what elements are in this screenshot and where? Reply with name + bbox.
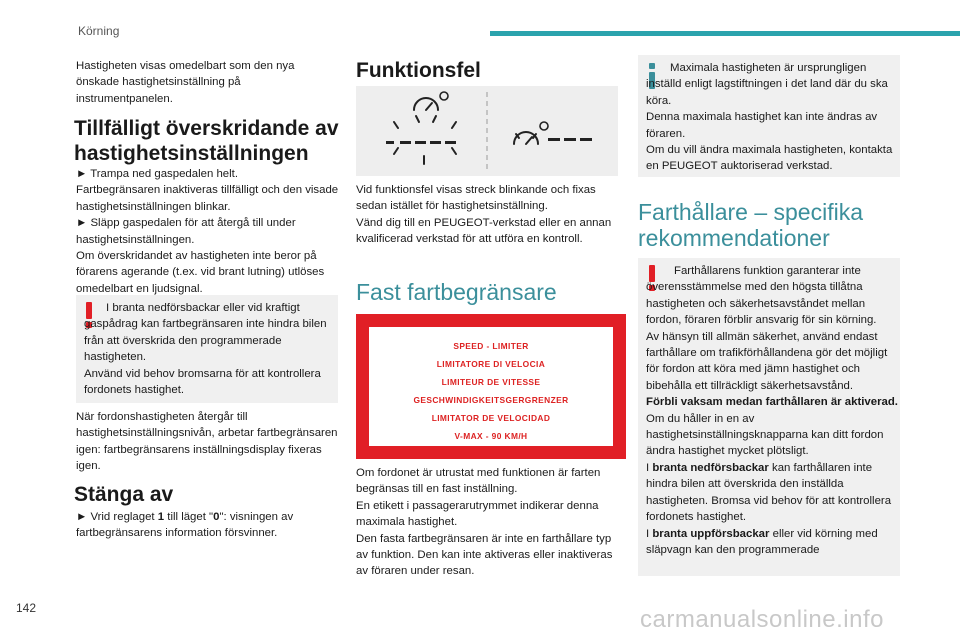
stop-heading: Stänga av <box>74 483 174 506</box>
fault-heading: Funktionsfel <box>356 59 481 82</box>
watermark: carmanualsonline.info <box>640 606 884 633</box>
return-paragraph: När fordonshastigheten återgår till hastighetsinställningsnivån, arbetar fartbegränsaren igen: fartbegränsarens inställningsdisplay fixeras igen. <box>76 411 338 473</box>
stop-bold: 1 <box>157 511 165 523</box>
override-line: ► Släpp gaspedalen för att återgå till under hastighetsinställningen. <box>76 217 296 246</box>
label-line: V-MAX - 90 KM/H <box>454 431 528 441</box>
label-line: LIMITATORE DI VELOCIA <box>436 359 546 369</box>
stop-text: ": visningen av fartbegränsarens information försvinner. <box>76 511 294 540</box>
warning-note <box>76 295 338 403</box>
cruise-warning-text <box>646 263 898 558</box>
stop-paragraph <box>76 509 338 542</box>
fault-display-figure <box>356 86 618 176</box>
label-line: LIMITATOR DE VELOCIDAD <box>431 413 551 423</box>
override-line: ► Trampa ned gaspedalen helt. <box>76 168 238 180</box>
fault-paragraph: Vid funktionsfel visas streck blinkande och fixas sedan istället för hastighetsinställning. Vänd dig till en PEUGEOT-verkstad eller en annan kvalificerad verkstad för att utföra en kontroll. <box>356 184 612 246</box>
fixed-limiter-heading: Fast fartbegränsare <box>356 279 557 305</box>
cruise-paragraph: Farthållarens funktion garanterar inte överensstämmelse med den högsta tillåtna hastigheten och säkerhetsavståndet mellan fordon, föraren förblir ansvarig för sin körning. <box>646 265 877 327</box>
intro-paragraph: Hastigheten visas omedelbart som den nya önskade hastighetsinställning på instrumentpanelen. <box>76 60 295 105</box>
stop-text: till läget " <box>164 511 214 523</box>
cruise-heading: Farthållare – specifika rekommendationer <box>638 199 863 251</box>
label-line: SPEED - LIMITER <box>453 341 529 351</box>
info-line: Maximala hastigheten är ursprungligen inställd enligt lagstiftningen i det land där du ska köra. <box>646 62 888 107</box>
label-line: GESCHWINDIGKEITSGERGRENZER <box>413 395 569 405</box>
cruise-paragraph <box>646 394 898 460</box>
stop-text: ► Vrid reglaget <box>76 511 158 523</box>
cruise-text: Om du håller in en av hastighetsinställningsknapparna kan ditt fordon ändra hastighet mycket plötsligt. <box>646 412 884 458</box>
stop-bold: 0 <box>213 511 220 523</box>
speed-limiter-label <box>356 314 626 459</box>
cruise-paragraph <box>646 526 898 559</box>
label-panel <box>369 327 613 446</box>
cruise-text: I <box>646 461 653 474</box>
info-text <box>646 60 896 175</box>
info-note <box>638 55 900 177</box>
cruise-paragraph: Av hänsyn till allmän säkerhet, använd endast farthållare om trafikförhållandena gör det möjligt för fordon att köra med jämn hastighet och bibehålla ett tillräckligt säkerhetsavstånd. <box>646 330 888 392</box>
cruise-text: eller vid körning med släpvagn kan den programmerade <box>646 527 878 556</box>
label-line: LIMITEUR DE VITESSE <box>441 377 541 387</box>
running-header: Körning <box>78 24 120 38</box>
page-number: 142 <box>16 601 37 615</box>
override-heading: Tillfälligt överskridande av hastighetsinställningen <box>74 117 339 165</box>
cruise-bold: branta uppförsbackar <box>652 527 770 540</box>
cruise-text: kan farthållaren inte hindra bilen att överskrida den inställda hastigheten. Bromsa vid behov för att kontrollera fordonets hastighet. <box>646 461 892 524</box>
override-line: Fartbegränsaren inaktiveras tillfälligt och den visade hastighetsinställningen blinkar. <box>76 184 339 213</box>
header-accent-bar <box>490 31 960 36</box>
override-line: Om överskridandet av hastigheten inte beror på förarens agerande (t.ex. vid brant lutning) utlöses omedelbart en ljudsignal. <box>76 250 325 295</box>
cruise-bold: Förbli vaksam medan farthållaren är aktiverad. <box>646 396 898 409</box>
info-line: Denna maximala hastighet kan inte ändras av föraren. <box>646 111 878 140</box>
cruise-bold: branta nedförsbackar <box>652 461 769 474</box>
warning-text: I branta nedförsbackar eller vid kraftigt gaspådrag kan fartbegränsaren inte hindra bilen från att överskrida den programmerade hastigheten. Använd vid behov bromsarna för att kontrollera fordonets hastighet. <box>84 302 327 397</box>
speedometer-icon <box>356 86 618 176</box>
override-text <box>76 166 344 297</box>
cruise-warning-note <box>638 258 900 576</box>
cruise-text: I <box>646 527 653 540</box>
cruise-paragraph <box>646 460 898 526</box>
fixed-limiter-paragraph: Om fordonet är utrustat med funktionen är farten begränsas till en fast inställning. En etikett i passagerarutrymmet indikerar denna maximala hastighet. Den fasta fartbegränsaren är inte en farthållare typ av funktion. Den kan inte aktiveras eller inaktiveras av föraren under resan. <box>356 467 613 578</box>
info-line: Om du vill ändra maximala hastigheten, kontakta en PEUGEOT auktoriserad verkstad. <box>646 144 893 173</box>
